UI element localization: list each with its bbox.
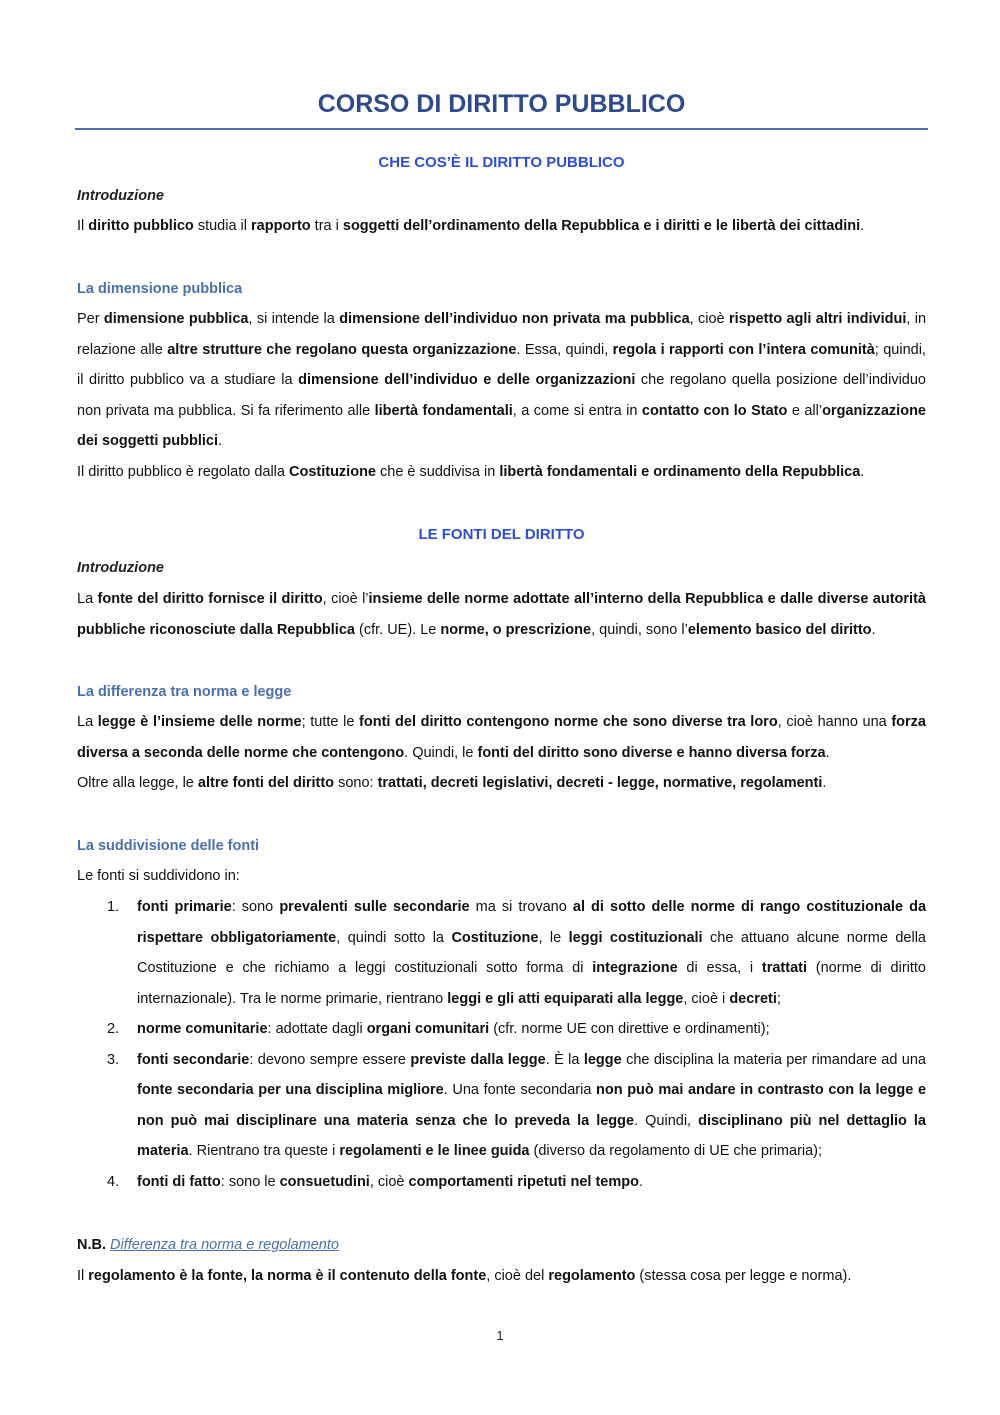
page-number: 1 <box>496 1328 504 1343</box>
bold-text: organizzazione dei soggetti pubblici <box>77 402 926 449</box>
list-item <box>77 1167 926 1198</box>
bold-text: dimensione pubblica <box>103 311 249 327</box>
bold-text: soggetti dell’ordinamento della Repubblica e i diritti e le libertà dei cittadini <box>342 218 861 234</box>
bold-text: regolamento è la fonte, la norma è il contenuto della fonte <box>88 1268 487 1284</box>
bold-text: diritto pubblico <box>88 218 194 234</box>
bold-text: organi comunitari <box>366 1021 490 1037</box>
list-number: 1. <box>107 899 120 915</box>
bold-text: elemento basico del diritto <box>687 621 872 638</box>
sources-list <box>77 892 926 1197</box>
bold-text: rispetto agli altri individui <box>728 311 907 327</box>
bold-text: altre strutture che regolano questa organizzazione <box>167 341 517 358</box>
bold-text: trattati, decreti legislativi, decreti - legge, normative, regolamenti <box>377 775 823 791</box>
bold-text: contatto con lo Stato <box>641 402 788 419</box>
bold-text: legge <box>583 1051 622 1068</box>
bold-text: decreti <box>729 990 777 1007</box>
bold-text: leggi e gli atti equiparati alla legge <box>447 990 684 1007</box>
bold-text: fonti del diritto contengono norme che sono diverse tra loro <box>359 714 778 730</box>
bold-text: al di sotto delle norme di rango costituzionale da rispettare obbligatoriamente <box>137 899 927 946</box>
bold-text: forza diversa a seconda delle norme che contengono <box>77 714 926 761</box>
document-title: CORSO DI DIRITTO PUBBLICO <box>317 90 686 118</box>
bold-text: libertà fondamentali e ordinamento della Repubblica <box>499 464 861 480</box>
list-number: 3. <box>107 1051 120 1068</box>
bold-text: insieme delle norme adottate all’interno della Repubblica e dalle diverse autorità pubbliche riconosciute dalla Repubblica <box>77 591 926 638</box>
subdivision-intro: Le fonti si suddividono in: <box>77 868 240 884</box>
section-heading-sources: LE FONTI DEL DIRITTO <box>418 526 585 543</box>
norm-law-difference-paragraph: La legge è l’insieme delle norme; tutte le fonti del diritto contengono norme che sono diverse tra loro, cioè hanno una forza diversa a seconda delle norme che contengono. Quindi, le fonti del diritto sono diverse e hanno diversa forza. <box>77 714 926 761</box>
bold-text: disciplinano più nel dettaglio la materia <box>137 1112 926 1159</box>
list-item-text: fonti di fatto: sono le consuetudini, cioè comportamenti ripetuti nel tempo. <box>137 1173 643 1190</box>
nb-link-norm-vs-regulation[interactable]: Differenza tra norma e regolamento <box>110 1237 339 1253</box>
bold-text: dimensione dell’individuo e delle organizzazioni <box>298 372 636 388</box>
section-heading-public-law: CHE COS’È IL DIRITTO PUBBLICO <box>378 154 625 171</box>
nb-label: N.B. <box>77 1237 106 1253</box>
bold-text: altre fonti del diritto <box>197 775 335 791</box>
list-number: 4. <box>107 1173 120 1190</box>
list-item <box>77 1045 926 1167</box>
bold-text: regola i rapporti con l’intera comunità <box>612 341 875 358</box>
bold-text: Costituzione <box>451 929 539 946</box>
sources-intro-paragraph: La fonte del diritto fornisce il diritto, cioè l’insieme delle norme adottate all’interno della Repubblica e dalle diverse autorità pubbliche riconosciute dalla Repubblica (cfr. UE). Le norme, o prescrizione, quindi, sono l’elemento basico del diritto. <box>77 591 926 638</box>
list-item-text: fonti primarie: sono prevalenti sulle secondarie ma si trovano al di sotto delle norme di rango costituzionale da rispettare obbligatoriamente, quindi sotto la Costituzione, le leggi costituzionali che attuano alcune norme della Costituzione e che richiamo a leggi costituzionali sotto forma di integrazione di essa, i trattati (norme di diritto internazionale). Tra le norme primarie, rientrano leggi e gli atti equiparati alla legge, cioè i decreti; <box>137 899 927 1007</box>
intro-label: Introduzione <box>77 188 164 204</box>
bold-text: integrazione <box>592 960 678 976</box>
bold-text: previste dalla legge <box>410 1051 546 1068</box>
list-item <box>77 1014 926 1045</box>
bold-text: consuetudini <box>279 1173 370 1190</box>
bold-text: regolamenti e le linee guida <box>339 1143 530 1159</box>
bold-text: fonte secondaria per una disciplina migliore <box>137 1082 444 1098</box>
public-dimension-paragraph: Per dimensione pubblica, si intende la dimensione dell’individuo non privata ma pubblica, cioè rispetto agli altri individui, in relazione alle altre strutture che regolano questa organizzazione. Essa, quindi, regola i rapporti con l’intera comunità; quindi, il diritto pubblico va a studiare la dimensione dell’individuo e delle organizzazioni che regolano quella posizione dell’individuo non privata ma pubblica. Si fa riferimento alle libertà fondamentali, a come si entra in contatto con lo Stato e all’organizzazione dei soggetti pubblici. <box>77 311 927 449</box>
nb-paragraph: Il regolamento è la fonte, la norma è il contenuto della fonte, cioè del regolamento (stessa cosa per legge e norma). <box>77 1268 852 1284</box>
sub-heading-norm-law-difference: La differenza tra norma e legge <box>77 684 292 700</box>
bold-text: regolamento <box>548 1268 636 1284</box>
bold-text: rapporto <box>251 218 311 234</box>
bold-text: dimensione dell’individuo non privata ma pubblica <box>339 311 690 327</box>
bold-text: fonti secondarie <box>137 1051 250 1068</box>
bold-text: fonti primarie <box>137 899 232 915</box>
other-sources-paragraph: Oltre alla legge, le altre fonti del diritto sono: trattati, decreti legislativi, decreti - legge, normative, regolamenti. <box>77 775 827 791</box>
bold-text: non può mai andare in contrasto con la legge e non può mai disciplinare una materia senza che lo preveda la legge <box>137 1082 927 1129</box>
bold-text: norme, o prescrizione <box>440 621 592 638</box>
title-underline <box>75 128 928 130</box>
bold-text: prevalenti sulle secondarie <box>279 899 470 915</box>
list-item <box>77 892 926 1014</box>
bold-text: Costituzione <box>289 464 376 480</box>
list-number: 2. <box>107 1021 120 1037</box>
bold-text: libertà fondamentali <box>374 402 513 419</box>
bold-text: legge è l’insieme delle norme <box>97 714 302 730</box>
intro-label: Introduzione <box>77 560 164 576</box>
bold-text: fonti del diritto sono diverse e hanno diversa forza <box>477 744 826 761</box>
bold-text: fonte del diritto fornisce il diritto <box>97 591 323 607</box>
bold-text: leggi costituzionali <box>568 929 703 946</box>
intro-paragraph: Il diritto pubblico studia il rapporto tra i soggetti dell’ordinamento della Repubblica e i diritti e le libertà dei cittadini. <box>77 218 865 234</box>
bold-text: comportamenti ripetuti nel tempo <box>408 1173 639 1190</box>
constitution-paragraph: Il diritto pubblico è regolato dalla Costituzione che è suddivisa in libertà fondamentali e ordinamento della Repubblica. <box>77 464 865 480</box>
list-item-text: fonti secondarie: devono sempre essere previste dalla legge. È la legge che disciplina la materia per rimandare ad una fonte secondaria per una disciplina migliore. Una fonte secondaria non può mai andare in contrasto con la legge e non può mai disciplinare una materia senza che lo preveda la legge. Quindi, disciplinano più nel dettaglio la materia. Rientrano tra queste i regolamenti e le linee guida (diverso da regolamento di UE che primaria); <box>137 1051 927 1159</box>
list-item-text: norme comunitarie: adottate dagli organi comunitari (cfr. norme UE con direttive e ordinamenti); <box>137 1021 770 1037</box>
bold-text: trattati <box>761 960 808 976</box>
bold-text: fonti di fatto <box>137 1173 221 1190</box>
sub-heading-sources-subdivision: La suddivisione delle fonti <box>77 838 260 854</box>
nb-line <box>77 1230 926 1261</box>
sub-heading-public-dimension: La dimensione pubblica <box>77 281 243 297</box>
bold-text: norme comunitarie <box>137 1021 268 1037</box>
